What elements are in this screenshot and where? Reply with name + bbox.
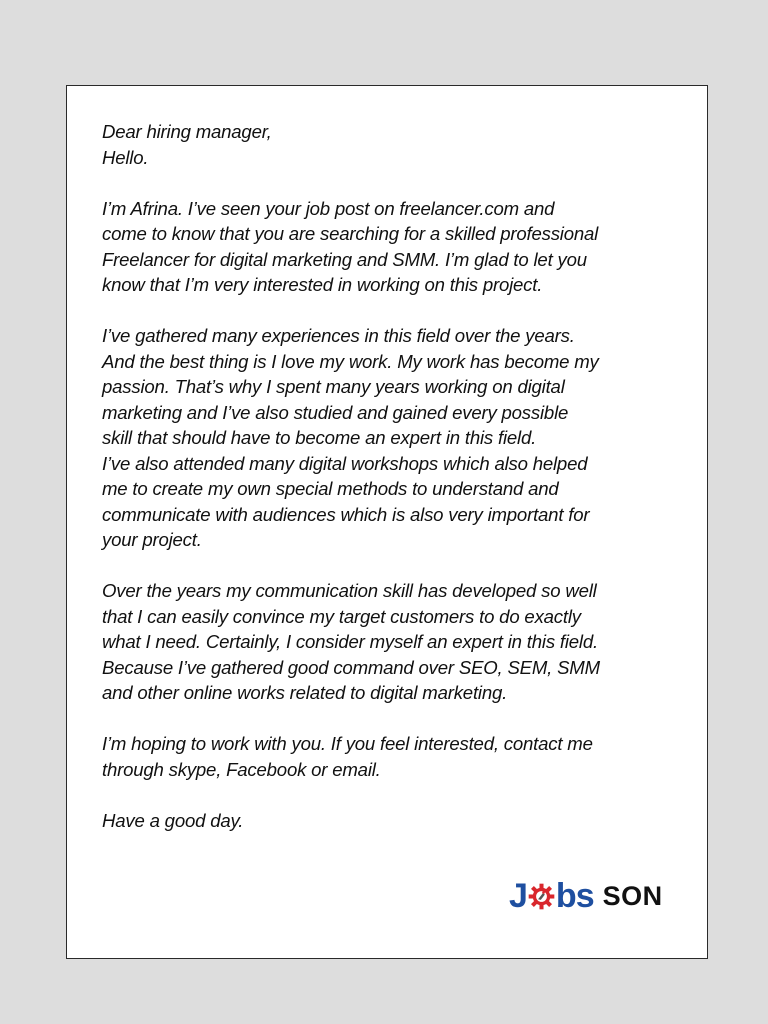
text-line: your project.	[102, 529, 202, 550]
text-line: I’m Afrina. I’ve seen your job post on freelancer.com and	[102, 197, 555, 219]
text-line: marketing and I’ve also studied and gained every possible	[102, 401, 569, 423]
text-line: know that I’m very interested in working on this project.	[102, 274, 543, 295]
letter-page	[66, 85, 708, 959]
text-line: passion. That’s why I spent many years working on digital	[102, 376, 565, 397]
text-line: and other online works related to digital marketing.	[102, 682, 508, 703]
cover-letter-text	[102, 119, 702, 859]
text-line: come to know that you are searching for a skilled professional	[102, 223, 599, 244]
text-line: through skype, Facebook or email.	[102, 758, 381, 780]
text-line: skill that should have to become an expert in this field.	[102, 427, 537, 448]
paragraph-intro	[102, 196, 702, 298]
closing-line: Have a good day.	[102, 809, 244, 831]
gear-icon	[528, 883, 555, 910]
salutation: Dear hiring manager,	[102, 121, 272, 142]
logo-son-text: SON	[602, 880, 663, 911]
logo-letter-j: J	[509, 876, 527, 915]
text-line: Freelancer for digital marketing and SMM. I’m glad to let you	[102, 248, 587, 270]
closing	[102, 808, 702, 834]
greeting	[102, 119, 702, 170]
jobsson-logo	[509, 876, 663, 916]
hello-line: Hello.	[102, 146, 149, 168]
text-line: I’ve also attended many digital workshops which also helped	[102, 452, 588, 474]
logo-letters-bs: bs	[555, 876, 594, 915]
text-line: Because I’ve gathered good command over SEO, SEM, SMM	[102, 656, 600, 678]
text-line: Over the years my communication skill has developed so well	[102, 580, 597, 601]
paragraph-contact	[102, 731, 702, 782]
paragraph-skills	[102, 578, 702, 706]
text-line: And the best thing is I love my work. My work has become my	[102, 350, 599, 372]
text-line: I’ve gathered many experiences in this field over the years.	[102, 325, 575, 346]
text-line: I’m hoping to work with you. If you feel interested, contact me	[102, 733, 593, 754]
logo-jobs-text	[509, 877, 594, 916]
text-line: that I can easily convince my target customers to do exactly	[102, 605, 581, 627]
text-line: communicate with audiences which is also very important for	[102, 503, 590, 525]
text-line: me to create my own special methods to understand and	[102, 478, 559, 499]
text-line: what I need. Certainly, I consider myself an expert in this field.	[102, 631, 598, 652]
paragraph-experience	[102, 323, 702, 553]
